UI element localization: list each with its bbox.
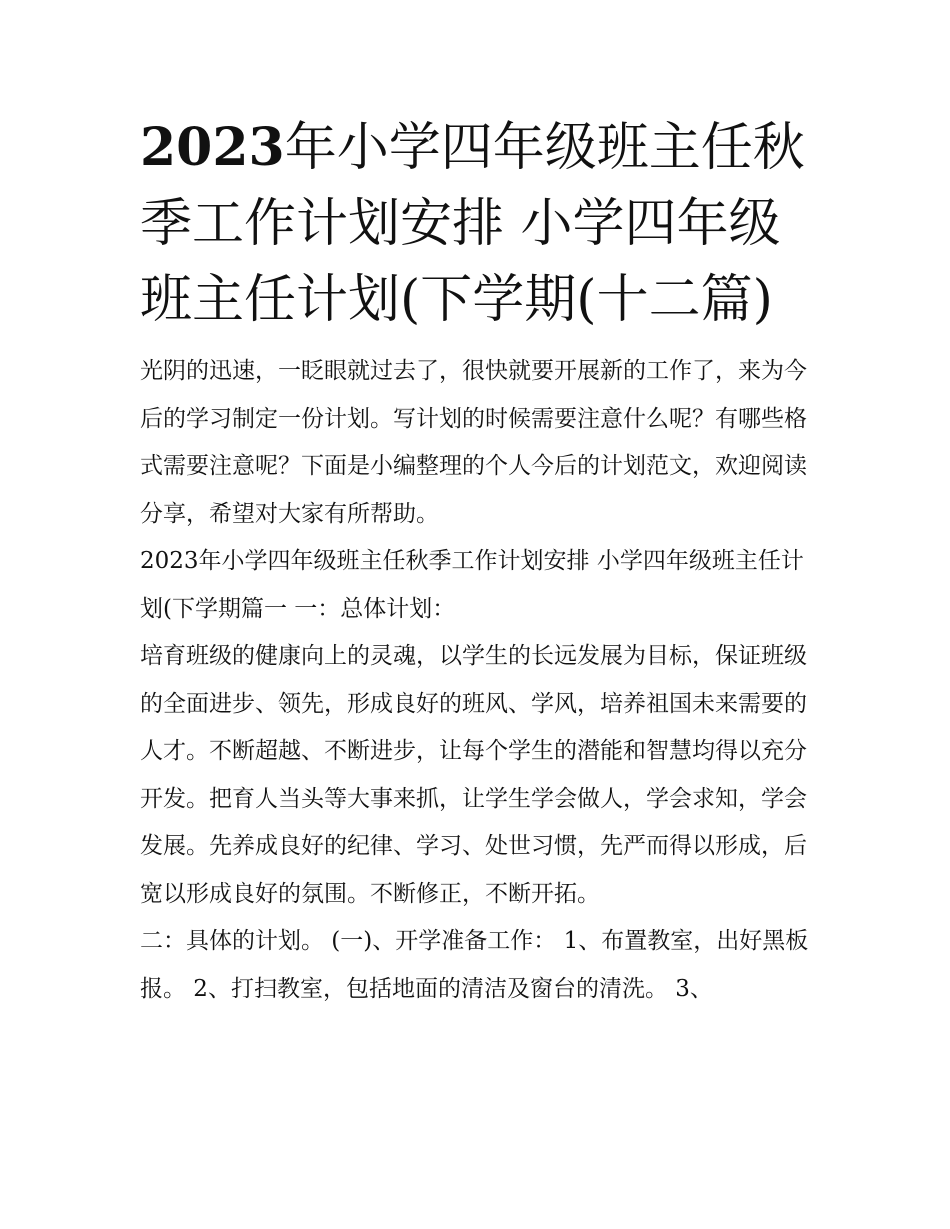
overall-plan-paragraph: 培育班级的健康向上的灵魂，以学生的长远发展为目标，保证班级的全面进步、领先，形成良好的班风、学风，培养祖国未来需要的人才。不断超越、不断进步，让每个学生的潜能和智慧均得以充分开发。把育人当头等大事来抓，让学生学会做人，学会求知，学会发展。先养成良好的纪律、学习、处世习惯，先严而得以形成，后宽以形成良好的氛围。不断修正，不断开拓。 [140,643,807,907]
intro-paragraph: 光阴的迅速，一眨眼就过去了，很快就要开展新的工作了，来为今后的学习制定一份计划。写计划的时候需要注意什么呢？有哪些格式需要注意呢？下面是小编整理的个人今后的计划范文，欢迎阅读分享，希望对大家有所帮助。 [140,358,807,527]
document-body [140,110,812,1013]
document-title [140,110,812,338]
title-year: 2023 [140,117,285,178]
title-text: 年小学四年级班主任秋季工作计划安排 小学四年级班主任计划(下学期(十二篇) [140,118,805,330]
specific-plan-paragraph: 二：具体的计划。 (一)、开学准备工作： 1、布置教室，出好黑板报。 2、打扫教室，包括地面的清洁及窗台的清洗。 3、 [140,928,809,1002]
section-heading-paragraph: 2023年小学四年级班主任秋季工作计划安排 小学四年级班主任计划(下学期篇一 一：总体计划： [140,548,804,622]
